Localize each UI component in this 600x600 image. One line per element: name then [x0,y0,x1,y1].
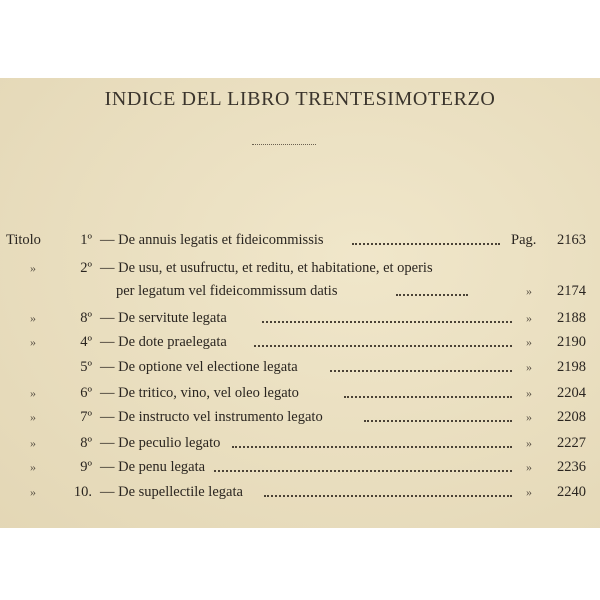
entry-number: 8º [80,310,92,326]
entry-title: — De usu, et usufructu, et reditu, et habitatione, et operis [100,260,433,276]
entry-page-label: Pag. [511,232,537,248]
entry-title: — De optione vel electione legata [100,359,298,375]
entry-title: — De supellectile legata [100,484,243,500]
entry-page: 2190 [557,334,586,350]
dot-leader [254,345,512,347]
entry-title: — De instructo vel instrumento legato [100,409,323,425]
dot-leader [262,321,512,323]
entry-number: 5º [80,359,92,375]
entry-title: — De penu legata [100,459,206,475]
toc-entry-continuation [0,281,600,301]
entry-number: 1º [80,232,92,248]
toc-entry [0,482,600,502]
entry-page: 2188 [557,310,586,326]
dot-leader [344,396,512,398]
entry-number: 8º [80,435,92,451]
ditto-mark: » [526,311,532,325]
toc-entry [0,383,600,403]
toc-entry [0,258,600,278]
ditto-mark: » [526,360,532,374]
entry-page: 2204 [557,385,586,401]
toc-entry [0,457,600,477]
entry-title: — De peculio legato [100,435,221,451]
ditto-mark: » [526,460,532,474]
entry-lead: Titolo [6,232,41,248]
entry-number: 10. [73,484,92,500]
toc-entry [0,230,600,250]
toc-entry [0,433,600,453]
ditto-mark: » [30,261,36,275]
dot-leader [364,420,512,422]
ditto-mark: » [526,436,532,450]
ditto-mark: » [30,335,36,349]
dot-leader [264,495,512,497]
toc-entry [0,332,600,352]
ditto-mark: » [526,485,532,499]
dot-leader [396,294,468,296]
entry-page: 2240 [557,484,586,500]
toc-entry [0,357,600,377]
entry-number: 2º [80,260,92,276]
toc-entry [0,407,600,427]
entry-number: 9º [80,459,92,475]
entry-page: 2227 [557,435,586,451]
entry-title: — De tritico, vino, vel oleo legato [100,385,299,401]
scanned-page [0,78,600,528]
ditto-mark: » [526,410,532,424]
entry-number: 4º [80,334,92,350]
ditto-mark: » [30,485,36,499]
dot-leader [232,446,512,448]
ditto-mark: » [30,311,36,325]
entry-page: 2163 [557,232,586,248]
entry-title: — De dote praelegata [100,334,227,350]
ditto-mark: » [526,284,532,298]
entry-title: — De annuis legatis et fideicommissis [100,232,324,248]
ditto-mark: » [526,386,532,400]
entry-page: 2198 [557,359,586,375]
entry-number: 6º [80,385,92,401]
entry-number: 7º [80,409,92,425]
ditto-mark: » [30,410,36,424]
entry-page: 2236 [557,459,586,475]
entry-title-continuation: per legatum vel fideicommissum datis [116,283,338,299]
title-rule [252,144,316,145]
ditto-mark: » [526,335,532,349]
entry-title: — De servitute legata [100,310,227,326]
page-title: INDICE DEL LIBRO TRENTESIMOTERZO [104,88,496,110]
entry-page: 2174 [557,283,586,299]
dot-leader [330,370,512,372]
ditto-mark: » [30,436,36,450]
ditto-mark: » [30,460,36,474]
entry-page: 2208 [557,409,586,425]
toc-entry [0,308,600,328]
dot-leader [352,243,500,245]
dot-leader [214,470,512,472]
ditto-mark: » [30,386,36,400]
